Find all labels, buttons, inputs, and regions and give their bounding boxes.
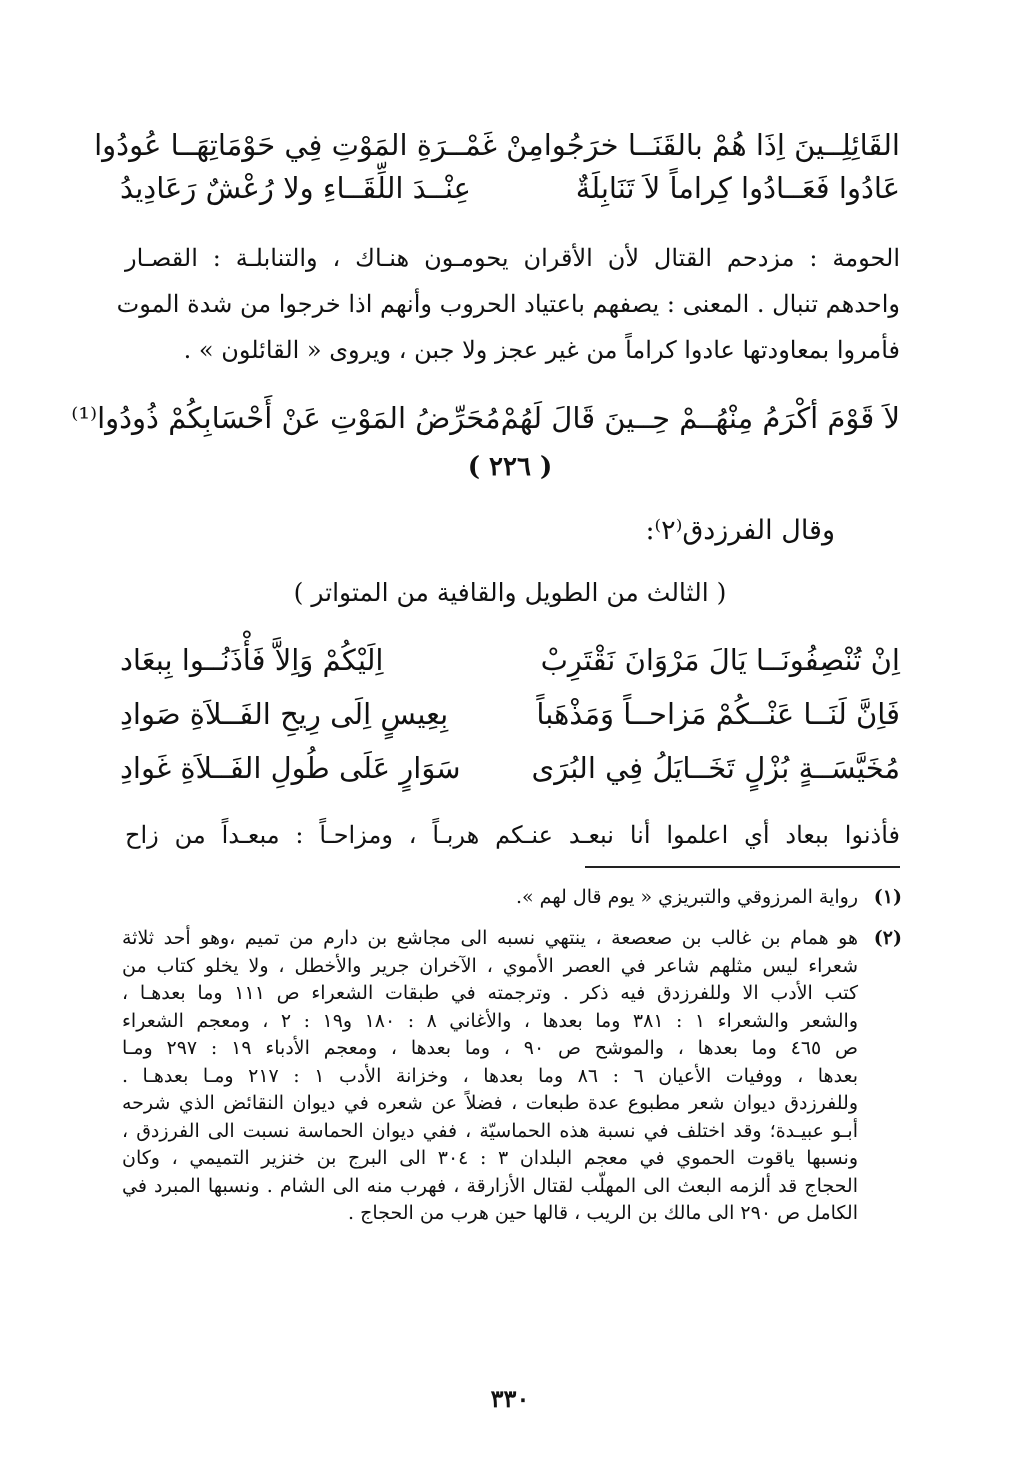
commentary-line: فأمروا بمعاودتها عادوا كراماً من غير عجز ولا جبن ، ويروى « القائلون » . xyxy=(183,336,900,364)
verse-hemistich-first: عَادُوا فَعَــادُوا كِراماً لاَ تَنَابِلَةٌ xyxy=(575,171,900,205)
footnote-line: رواية المرزوقي والتبريزي « يوم قال لهم ». xyxy=(515,886,858,908)
footnote-line: ص ٤٦٥ وما بعدها ، والموشح ص ٩٠ ، وما بعدها ، ومعجم الأدباء ١٩ : ٢٩٧ ومـا xyxy=(122,1037,858,1059)
footnote xyxy=(122,884,902,912)
verse-hemistich-second: اِلَيْكُمْ وَاِلاَّ فَأْذَنُــوا بِبعَاد xyxy=(120,643,384,677)
poem-meter: ( الثالث من الطويل والقافية من المتواتر ) xyxy=(293,578,727,607)
footnote-line: والشعر والشعراء ١ : ٣٨١ وما بعدها ، والأغاني ٨ : ١٨٠ و١٩ : ٢ ، ومعجم الشعراء xyxy=(122,1009,858,1032)
footnote-line: الحجاج قد ألزمه البعث الى المهلّب لقتال الأزارقة ، فهرب منه الى الشام . ونسبها المبرد في xyxy=(122,1174,858,1197)
commentary-paragraph xyxy=(125,812,900,858)
footnote-line: هو همام بن غالب بن صعصعة ، ينتهي نسبه الى مجاشع بن دارم من تميم ،وهو أحد ثلاثة xyxy=(122,927,858,949)
commentary-paragraph xyxy=(116,235,900,373)
footnote-line: ونسبها ياقوت الحموي في معجم البلدان ٣ : ٣٠٤ الى البرج بن خنزير التميمي ، وكان xyxy=(122,1147,858,1169)
verse-hemistich-second: سَوَارٍ عَلَى طُولِ الفَــلاَةِ غَوادِ xyxy=(120,751,461,785)
poem-intro: وقال الفرزدق⁽٢⁾: xyxy=(645,515,835,546)
poem-number: ( ٢٢٦ ) xyxy=(467,452,553,482)
footnote-line: وللفرزدق ديوان شعر مطبوع عدة طبعات ، فضلاً عن شعره في ديوان النقائض الذي شرحه xyxy=(122,1092,858,1114)
verse-hemistich-first: القَائِلِــينَ اِذَا هُمْ بالقَنَــا خرَجُوا xyxy=(543,128,900,162)
page-number: ٣٣٠ xyxy=(490,1384,530,1413)
verse-hemistich-second: عِنْــدَ اللِّقَــاءِ ولا رُعْشٌ رَعَادِيدُ xyxy=(120,171,471,205)
footnote-marker: (١) xyxy=(873,886,902,908)
verse-hemistich-second: بِعِيسٍ اِلَى رِيحِ الفَــلاَةِ صَوادِ xyxy=(120,697,449,731)
footnote-line: أبـو عبيـدة؛ وقد اختلف في نسبة هذه الحماسيّة ، ففي ديوان الحماسة نسبت الى الفرزدق ، xyxy=(122,1119,858,1142)
footnote-line: الكامل ص ٢٩٠ الى مالك بن الريب ، قالها حين هرب من الحجاج . xyxy=(348,1202,858,1224)
footnote-line: بعدها ، ووفيات الأعيان ٦ : ٨٦ وما بعدها ، وخزانة الأدب ١ : ٢١٧ ومـا بعدهـا . xyxy=(122,1064,859,1087)
verse-line xyxy=(120,640,900,680)
verse-hemistich-first: لاَ قَوْمَ أكْرَمُ مِنْهُــمْ حِــينَ قَالَ لَهُمْ xyxy=(500,401,900,435)
verse-hemistich-second: مِنْ غَمْــرَةِ المَوْتِ فِي حَوْمَاتِهَــا عُودُوا xyxy=(94,128,544,162)
footnote-line: شعراء ليس مثلهم شاعر في العصر الأموي ، الآخران جرير والأخطل ، ولا يخلو كتاب من xyxy=(122,954,858,977)
verse-hemistich-second: مُحَرِّضُ المَوْتِ عَنْ أَحْسَابِكُمْ ذُودُوا⁽¹⁾ xyxy=(71,401,501,435)
verse-line xyxy=(71,398,900,438)
commentary-line: واحدهم تنبال . المعنى : يصفهم باعتياد الحروب وأنهم اذا خرجوا من شدة الموت xyxy=(116,290,900,318)
footnote-line: كتب الأدب الا وللفرزدق فيه ذكر . وترجمته في طبقات الشعراء ص ١١١ وما بعدهـا ، xyxy=(122,982,858,1004)
verse-line xyxy=(120,748,900,788)
verse-line xyxy=(120,694,900,734)
verse-hemistich-first: اِنْ تُنْصِفُونَــا يَالَ مَرْوَانَ نَقْتَرِبْ xyxy=(540,643,900,677)
commentary-line: الحومة : مزدحم القتال لأن الأقران يحومـون هنـاك ، والتنابلـة : القصـار xyxy=(125,244,900,272)
footnote xyxy=(122,925,902,1228)
verse-line xyxy=(94,125,900,165)
verse-hemistich-first: مُخَيَّسَــةٍ بُزْلٍ تَخَــايَلُ فِي البُرَى xyxy=(531,751,900,785)
verse-hemistich-first: فَاِنَّ لَنَــا عَنْــكُمْ مَزاحــاً وَمَذْهَباً xyxy=(536,697,900,731)
commentary-line: فأذنوا ببعاد أي اعلموا أنا نبعـد عنـكم هربـاً ، ومزاحـاً : مبعـداً من زاح xyxy=(125,821,900,849)
footnote-separator xyxy=(585,866,900,868)
footnote-marker: (٢) xyxy=(873,927,902,949)
verse-line xyxy=(120,168,900,208)
